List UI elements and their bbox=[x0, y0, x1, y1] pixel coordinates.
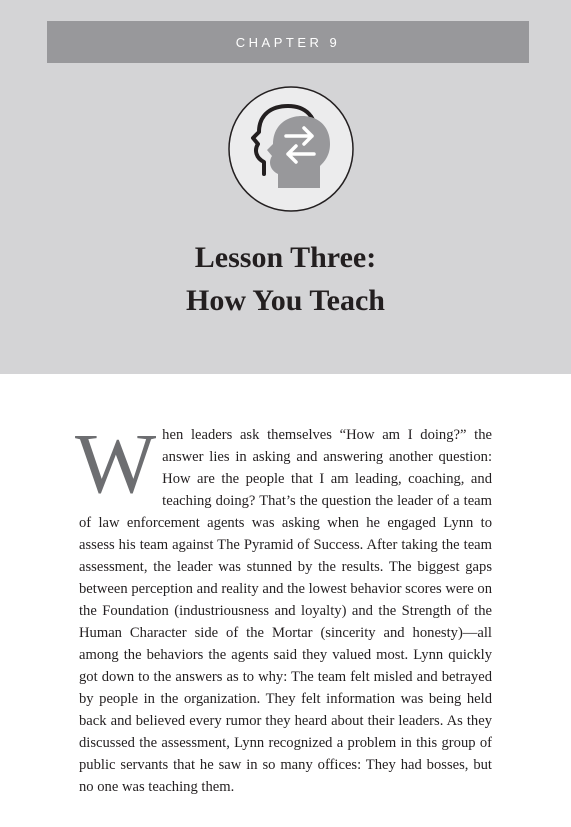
body-paragraph bbox=[75, 415, 492, 798]
chapter-header bbox=[0, 0, 571, 374]
page-title bbox=[0, 236, 571, 322]
title-line-1: Lesson Three: bbox=[194, 241, 377, 274]
head-with-arrows-icon bbox=[226, 84, 356, 214]
chapter-label: CHAPTER 9 bbox=[235, 34, 341, 50]
drop-cap: W bbox=[75, 415, 157, 511]
title-line-2: How You Teach bbox=[186, 284, 385, 317]
chapter-label-bar bbox=[47, 21, 529, 63]
paragraph-text: hen leaders ask themselves “How am I doing?” the answer lies in asking and answering another question: How are the people that I am leading, coaching, and teaching doing? That’s the question the leader of a team of law enforcement agents was asking when he engaged Lynn to assess his team against The Pyramid of Success. After taking the team assessment, the leader was stunned by the results. The biggest gaps between perception and reality and the lowest behavior scores were on the Foundation (industriousness and loyalty) and the Strength of the Human Character side of the Mortar (sincerity and honesty)—all among the behaviors the agents said they valued most. Lynn quickly got down to the answers as to why: The team felt misled and betrayed by people in the organization. They felt information was being held back and believed every rumor they heard about their leaders. As they discussed the assessment, Lynn recognized a problem in this group of public servants that he saw in so many offices: They had bosses, but no one was teaching them. bbox=[79, 427, 492, 795]
